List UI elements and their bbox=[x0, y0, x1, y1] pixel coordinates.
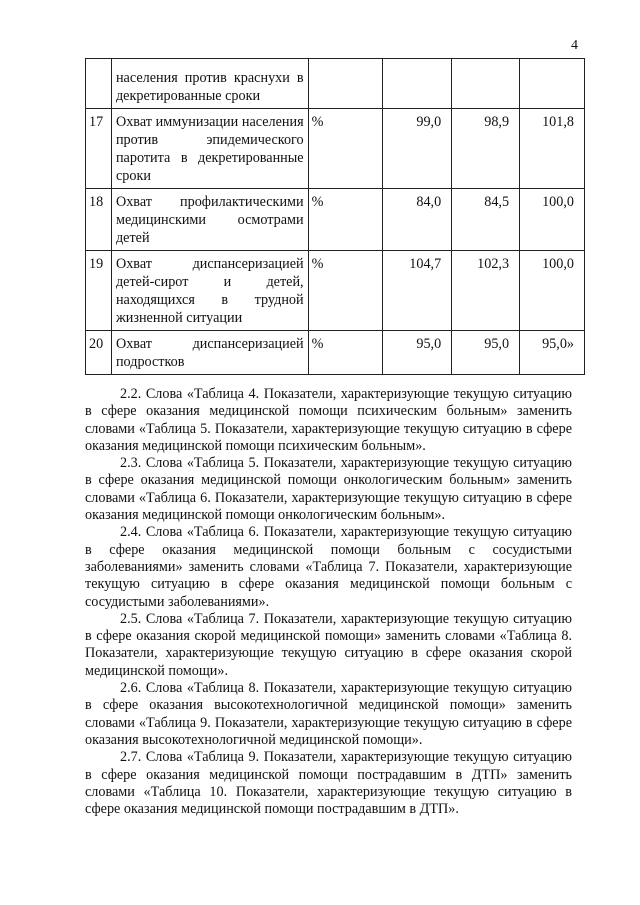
value-cell-1: 95,0 bbox=[383, 331, 452, 375]
value-cell-2: 98,9 bbox=[452, 109, 520, 189]
indicator-name: Охват диспансеризацией детей-сирот и детей, находящихся в трудной жизненной ситуации bbox=[111, 251, 308, 331]
table-row bbox=[86, 331, 585, 375]
value-cell-3: 100,0 bbox=[520, 189, 585, 251]
row-number: 20 bbox=[86, 331, 112, 375]
value-cell-1 bbox=[383, 59, 452, 109]
row-number bbox=[86, 59, 112, 109]
unit-cell: % bbox=[308, 189, 383, 251]
value-cell-2 bbox=[452, 59, 520, 109]
paragraph-2-7: 2.7. Слова «Таблица 9. Показатели, характеризующие текущую ситуацию в сфере оказания медицинской помощи пострадавшим в ДТП» заменить словами «Таблица 10. Показатели, характеризующие текущую ситуацию в сфере оказания медицинской помощи пострадавшим в ДТП». bbox=[85, 749, 572, 818]
value-cell-3 bbox=[520, 59, 585, 109]
paragraph-2-4: 2.4. Слова «Таблица 6. Показатели, характеризующие текущую ситуацию в сфере оказания медицинской помощи больным с сосудистыми заболеваниями» заменить словами «Таблица 7. Показатели, характеризующие текущую ситуацию в сфере оказания медицинской помощи больным с сосудистыми заболеваниями». bbox=[85, 524, 572, 610]
amendment-text bbox=[85, 386, 572, 818]
value-cell-1: 99,0 bbox=[383, 109, 452, 189]
paragraph-2-5: 2.5. Слова «Таблица 7. Показатели, характеризующие текущую ситуацию в сфере оказания скорой медицинской помощи» заменить словами «Таблица 8. Показатели, характеризующие текущую ситуацию в сфере оказания скорой медицинской помощи». bbox=[85, 610, 572, 679]
indicator-name: Охват иммунизации населения против эпидемического паротита в декретированные сроки bbox=[111, 109, 308, 189]
value-cell-2: 95,0 bbox=[452, 331, 520, 375]
table-row bbox=[86, 189, 585, 251]
value-cell-2: 102,3 bbox=[452, 251, 520, 331]
row-number: 19 bbox=[86, 251, 112, 331]
paragraph-2-2: 2.2. Слова «Таблица 4. Показатели, характеризующие текущую ситуацию в сфере оказания медицинской помощи психическим больным» заменить словами «Таблица 5. Показатели, характеризующие текущую ситуацию в сфере оказания медицинской помощи психическим больным». bbox=[85, 386, 572, 454]
unit-cell: % bbox=[308, 331, 383, 375]
row-number: 17 bbox=[86, 109, 112, 189]
value-cell-1: 84,0 bbox=[383, 189, 452, 251]
indicator-name: Охват профилактическими медицинскими осмотрами детей bbox=[111, 189, 308, 251]
paragraph-2-6: 2.6. Слова «Таблица 8. Показатели, характеризующие текущую ситуацию в сфере оказания высокотехнологичной медицинской помощи» заменить словами «Таблица 9. Показатели, характеризующие текущую ситуацию в сфере оказания высокотехнологичной медицинской помощи». bbox=[85, 680, 572, 748]
value-cell-3: 100,0 bbox=[520, 251, 585, 331]
indicators-table bbox=[85, 58, 585, 375]
value-cell-3: 95,0» bbox=[520, 331, 585, 375]
row-number: 18 bbox=[86, 189, 112, 251]
paragraph-2-3: 2.3. Слова «Таблица 5. Показатели, характеризующие текущую ситуацию в сфере оказания медицинской помощи онкологическим больным» заменить словами «Таблица 6. Показатели, характеризующие текущую ситуацию в сфере оказания медицинской помощи онкологическим больным». bbox=[85, 455, 572, 524]
unit-cell: % bbox=[308, 109, 383, 189]
table-row bbox=[86, 59, 585, 109]
value-cell-2: 84,5 bbox=[452, 189, 520, 251]
table-row bbox=[86, 251, 585, 331]
page-number: 4 bbox=[571, 38, 578, 53]
indicator-name: населения против краснухи в декретированные сроки bbox=[111, 59, 308, 109]
unit-cell: % bbox=[308, 251, 383, 331]
indicator-name: Охват диспансеризацией подростков bbox=[111, 331, 308, 375]
value-cell-3: 101,8 bbox=[520, 109, 585, 189]
table-row bbox=[86, 109, 585, 189]
value-cell-1: 104,7 bbox=[383, 251, 452, 331]
unit-cell bbox=[308, 59, 383, 109]
